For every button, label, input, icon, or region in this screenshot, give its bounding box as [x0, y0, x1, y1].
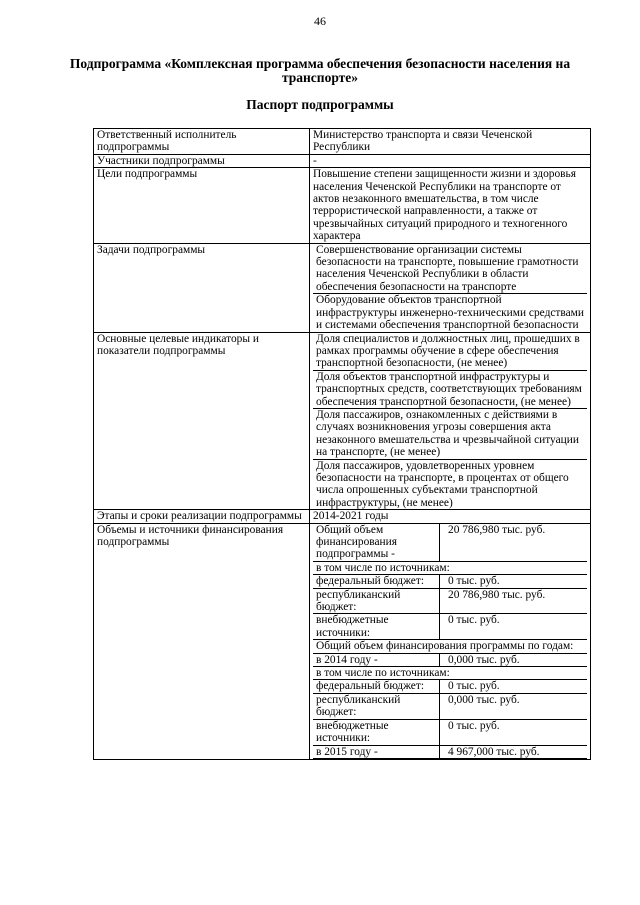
row-participants — [94, 154, 591, 167]
value-tasks — [310, 243, 591, 332]
value-indicators — [310, 332, 591, 510]
fin-2015-value: 4 967,000 тыс. руб. — [440, 745, 588, 758]
fin-extra-value-2014: 0 тыс. руб. — [440, 719, 588, 745]
label-indicators: Основные целевые индикаторы и показатели подпрограммы — [94, 332, 310, 510]
fin-federal-label-2014: федеральный бюджет: — [313, 680, 440, 693]
label-financing: Объемы и источники финансирования подпрограммы — [94, 523, 310, 759]
row-goals — [94, 168, 591, 243]
indicator-item: Доля пассажиров, ознакомленных с действиями в случаях возникновения угрозы совершения акта незаконного вмешательства и чрезвычайной ситуации на транспорте, (не менее) — [313, 408, 587, 459]
fin-republic-label-2014: республиканский бюджет: — [313, 693, 440, 719]
fin-federal-value: 0 тыс. руб. — [440, 575, 588, 588]
fin-2014-label: в 2014 году - — [313, 653, 440, 666]
label-responsible: Ответственный исполнитель подпрограммы — [94, 129, 310, 155]
financing-table — [313, 524, 587, 759]
fin-extra-label-2014: внебюджетные источники: — [313, 719, 440, 745]
fin-by-sources: в том числе по источникам: — [313, 561, 587, 574]
value-financing — [310, 523, 591, 759]
fin-2015-label: в 2015 году - — [313, 745, 440, 758]
row-responsible — [94, 129, 591, 155]
page-number: 46 — [314, 14, 326, 28]
label-stages: Этапы и сроки реализации подпрограммы — [94, 510, 310, 523]
row-indicators — [94, 332, 591, 510]
row-tasks — [94, 243, 591, 332]
indicator-item: Доля объектов транспортной инфраструктуры и транспортных средств, соответствующих требованиям обеспечения транспортной безопасности, (не менее) — [313, 370, 587, 408]
indicator-item: Доля пассажиров, удовлетворенных уровнем безопасности на транспорте, в процентах от общего числа опрошенных субъектами транспортной инфраструктуры, (не менее) — [313, 459, 587, 510]
row-stages — [94, 510, 591, 523]
value-stages: 2014-2021 годы — [310, 510, 591, 523]
fin-extra-value: 0 тыс. руб. — [440, 614, 588, 640]
passport-table — [93, 128, 591, 760]
fin-2014-value: 0,000 тыс. руб. — [440, 653, 588, 666]
label-tasks: Задачи подпрограммы — [94, 243, 310, 332]
fin-by-sources-2014: в том числе по источникам: — [313, 667, 587, 680]
fin-republic-value-2014: 0,000 тыс. руб. — [440, 693, 588, 719]
value-responsible: Министерство транспорта и связи Чеченской Республики — [310, 129, 591, 155]
fin-federal-label: федеральный бюджет: — [313, 575, 440, 588]
value-goals: Повышение степени защищенности жизни и здоровья населения Чеченской Республики на транспорте от актов незаконного вмешательства, в том числе террористической направленности, а также от чрезвычайных ситуаций природного и техногенного характера — [310, 168, 591, 243]
subprogram-title: Подпрограмма «Комплексная программа обеспечения безопасности населения на транспорте» — [69, 56, 571, 85]
fin-republic-value: 20 786,980 тыс. руб. — [440, 588, 588, 614]
fin-total-label: Общий объем финансирования подпрограммы - — [313, 524, 440, 562]
fin-total-value: 20 786,980 тыс. руб. — [448, 523, 546, 536]
task-item: Совершенствование организации системы безопасности на транспорте, повышение грамотности населения Чеченской Республики в области обеспечения безопасности на транспорте — [316, 243, 579, 293]
fin-extra-label: внебюджетные источники: — [313, 614, 440, 640]
value-participants: - — [310, 154, 591, 167]
label-goals: Цели подпрограммы — [94, 168, 310, 243]
fin-federal-value-2014: 0 тыс. руб. — [440, 680, 588, 693]
task-item: Оборудование объектов транспортной инфраструктуры инженерно-техническими средствами и системами обеспечения транспортной безопасности — [313, 293, 587, 331]
row-financing — [94, 523, 591, 759]
indicator-item: Доля специалистов и должностных лиц, прошедших в рамках программы обучение в сфере обеспечения транспортной безопасности, (не менее) — [316, 332, 580, 370]
fin-by-years: Общий объем финансирования программы по годам: — [313, 640, 587, 653]
passport-heading: Паспорт подпрограммы — [246, 97, 394, 112]
fin-republic-label: республиканский бюджет: — [313, 588, 440, 614]
label-participants: Участники подпрограммы — [94, 154, 310, 167]
